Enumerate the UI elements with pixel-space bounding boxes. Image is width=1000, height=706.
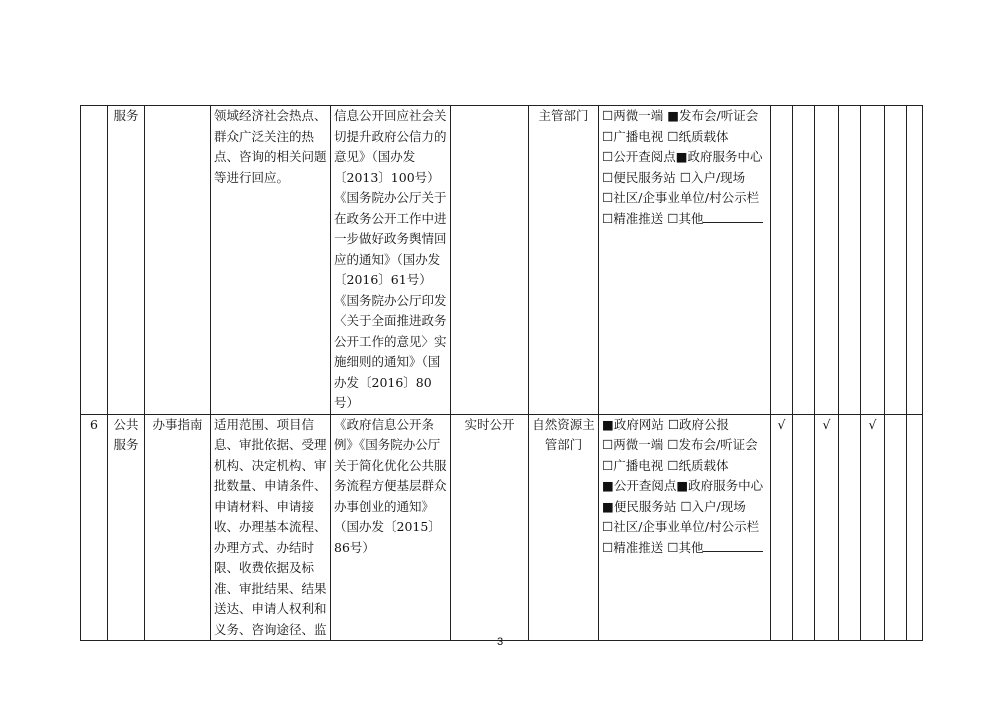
channel-label: 精准推送 (613, 210, 664, 226)
channel-label: 政府服务中心 (687, 149, 763, 164)
channel-checkbox: ☐ (602, 190, 614, 205)
channel-checkbox: ☐ (602, 539, 614, 555)
channel-label: 纸质载体 (678, 457, 729, 473)
row-time-limit: 实时公开 (451, 414, 529, 641)
channel-label: 入户/现场 (691, 498, 746, 514)
channel-label: 两微一端 (613, 108, 664, 123)
channel-checkbox: ☐ (602, 457, 614, 473)
channel-checkbox: ☐ (602, 169, 614, 185)
channel-checkbox: ☐ (602, 519, 614, 534)
row-time-limit (451, 106, 529, 415)
row-number (81, 106, 108, 415)
channel-checkbox: ☐ (602, 437, 614, 452)
row-content: 适用范围、项目信息、审批依据、受理机构、决定机构、审批数量、申请条件、申请材料、申请接收、办理基本流程、办理方式、办结时限、收费依据及标准、审批结果、结果送达、申请人权利和义务、咨询途径、监 (211, 414, 331, 641)
channel-checkbox: ■ (602, 478, 614, 493)
check-cell (839, 414, 861, 641)
check-cell: √ (861, 414, 885, 641)
channel-label: 社区/企事业单位/村公示栏 (613, 190, 760, 205)
channel-label: 便民服务站 (613, 498, 677, 514)
channel-checkbox: ☐ (667, 416, 680, 432)
check-cell (793, 106, 815, 415)
channel-checkbox: ■ (667, 108, 680, 123)
blank-line (703, 539, 763, 552)
channel-label: 纸质载体 (678, 128, 729, 144)
channel-checkbox: ☐ (667, 457, 679, 473)
row-content: 领域经济社会热点、群众广泛关注的热点、咨询的相关问题等进行回应。 (211, 106, 331, 415)
channel-checkbox: ☐ (679, 169, 691, 185)
row-basis: 《政府信息公开条例》《国务院办公厅关于简化优化公共服务流程方便基层群众办事创业的通知》（国办发〔2015〕86号） (331, 414, 451, 641)
row-category: 服务 (108, 106, 145, 415)
check-cell: √ (771, 414, 793, 641)
channel-checkbox: ☐ (602, 149, 614, 164)
channel-label: 发布会/听证会 (679, 108, 759, 123)
channel-checkbox: ☐ (602, 128, 614, 144)
check-cell (907, 106, 923, 415)
row-basis: 信息公开回应社会关切提升政府公信力的意见》（国办发〔2013〕100号）《国务院办公厅关于在政务公开工作中进一步做好政务舆情回应的通知》（国办发〔2016〕61号）《国务院办公厅印发〈关于全面推进政务公开工作的意见〉实施细则的通知》（国办发〔2016〕80号） (331, 106, 451, 415)
channel-label: 政府服务中心 (688, 478, 764, 493)
table-row (81, 106, 923, 415)
channel-label: 公开查阅点 (613, 478, 677, 493)
channel-checkbox: ☐ (680, 498, 692, 514)
channel-checkbox: ☐ (602, 210, 614, 226)
channel-label: 广播电视 (613, 457, 664, 473)
check-cell: √ (815, 414, 839, 641)
check-cell (885, 106, 907, 415)
channel-checkbox: ■ (675, 149, 688, 164)
channel-label: 其他 (678, 210, 704, 226)
channel-checkbox: ■ (602, 498, 614, 514)
row-category: 公共服务 (108, 414, 145, 641)
channel-label: 便民服务站 (613, 169, 676, 185)
check-cell (771, 106, 793, 415)
channel-label: 其他 (678, 539, 704, 555)
row-channels (599, 106, 771, 415)
channel-label: 广播电视 (613, 128, 664, 144)
check-cell (907, 414, 923, 641)
channel-label: 政府公报 (679, 416, 730, 432)
row-department: 主管部门 (529, 106, 599, 415)
channel-label: 入户/现场 (690, 169, 746, 185)
row-department: 自然资源主管部门 (529, 414, 599, 641)
check-cell (839, 106, 861, 415)
check-cell (815, 106, 839, 415)
channel-checkbox: ■ (676, 478, 689, 493)
blank-line (703, 210, 763, 223)
row-item: 办事指南 (145, 414, 211, 641)
check-cell (861, 106, 885, 415)
channel-label: 精准推送 (613, 539, 664, 555)
row-channels (599, 414, 771, 641)
channel-label: 两微一端 (613, 437, 664, 452)
row-item (145, 106, 211, 415)
channel-label: 社区/企事业单位/村公示栏 (613, 519, 760, 534)
channel-checkbox: ☐ (667, 128, 679, 144)
check-cell (885, 414, 907, 641)
table-row (81, 414, 923, 641)
channel-checkbox: ☐ (667, 210, 679, 226)
channel-label: 发布会/听证会 (678, 437, 758, 452)
check-cell (793, 414, 815, 641)
channel-label: 政府网站 (613, 416, 664, 432)
channel-checkbox: ☐ (602, 108, 614, 123)
channel-checkbox: ■ (602, 416, 614, 432)
channel-checkbox: ☐ (667, 539, 679, 555)
row-number: 6 (81, 414, 108, 641)
disclosure-table (80, 105, 923, 641)
page-number: 3 (496, 636, 504, 648)
channel-checkbox: ☐ (667, 437, 679, 452)
channel-label: 公开查阅点 (613, 149, 676, 164)
